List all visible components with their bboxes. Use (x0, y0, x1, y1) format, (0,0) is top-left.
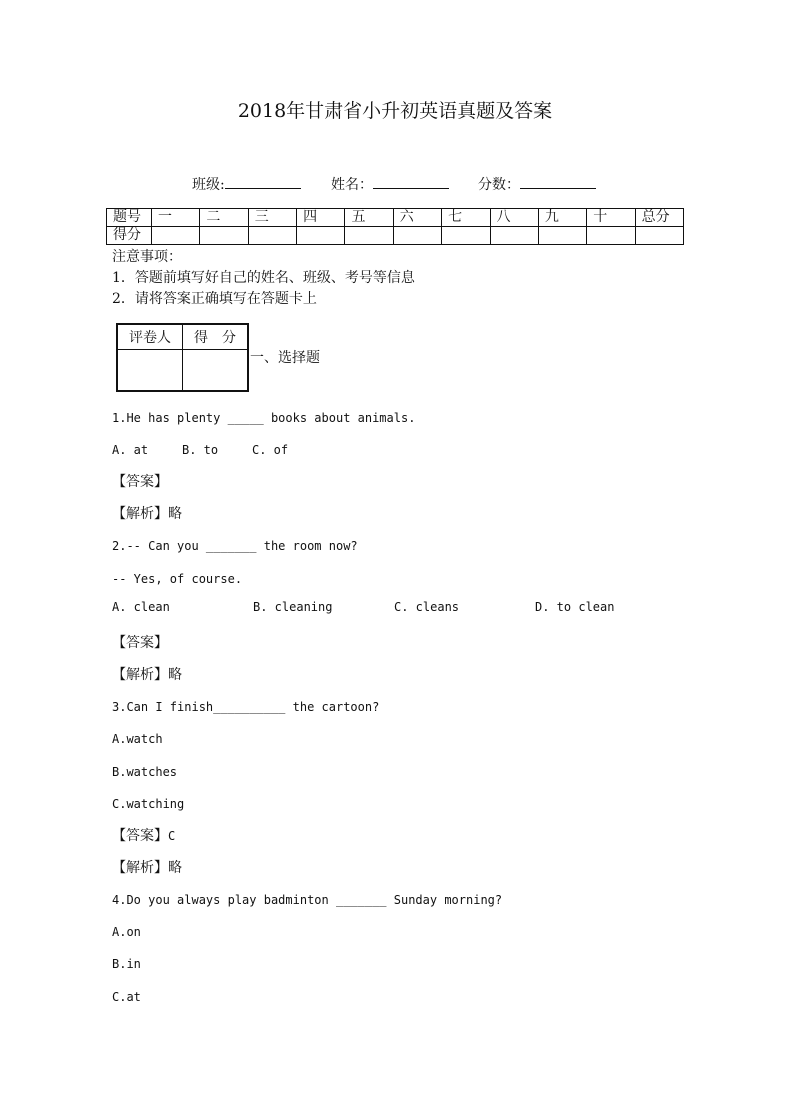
score-row-label: 得分 (107, 227, 152, 245)
notes-heading: 注意事项： (112, 249, 182, 265)
question-2-answer (112, 632, 168, 652)
question-4-option-c[interactable]: C.at (112, 990, 141, 1004)
question-3-analysis-value: 略 (168, 860, 182, 876)
question-3-option-a[interactable]: A.watch (112, 732, 163, 746)
question-1-answer-label: 【答案】 (112, 474, 168, 490)
name-label: 姓名： (331, 177, 373, 193)
question-2-analysis-value: 略 (168, 667, 182, 683)
question-2-answer-label: 【答案】 (112, 635, 168, 651)
question-3-answer-label: 【答案】 (112, 828, 168, 844)
question-1-analysis-value: 略 (168, 506, 182, 522)
question-2-option-c[interactable]: C. cleans (394, 600, 460, 614)
score-input-3[interactable] (248, 227, 296, 245)
score-table-score-row (107, 227, 684, 245)
question-2-analysis (112, 664, 182, 684)
score-label: 分数： (478, 177, 520, 193)
question-1-option-c[interactable]: C. of (252, 443, 289, 457)
score-input-8[interactable] (490, 227, 538, 245)
class-label: 班级: (192, 177, 225, 193)
question-1-option-b[interactable]: B. to (182, 443, 219, 457)
score-blank (520, 174, 596, 189)
question-3-answer-value: C (168, 829, 176, 843)
grader-table (116, 323, 249, 392)
page-title: 2018年甘肃省小升初英语真题及答案 (237, 100, 553, 122)
score-input-9[interactable] (538, 227, 586, 245)
question-3-analysis (112, 857, 182, 877)
question-3-option-c[interactable]: C.watching (112, 797, 185, 811)
class-field (192, 174, 301, 194)
question-3-answer (112, 825, 175, 845)
score-field (478, 174, 596, 194)
score-table-header-row (107, 209, 684, 227)
score-input-6[interactable] (393, 227, 441, 245)
score-input-total[interactable] (635, 227, 683, 245)
score-input-2[interactable] (200, 227, 248, 245)
score-input-4[interactable] (297, 227, 345, 245)
question-4-option-a[interactable]: A.on (112, 925, 141, 939)
section-title: 一、选择题 (250, 350, 320, 366)
score-input-10[interactable] (587, 227, 635, 245)
question-2-reply: -- Yes, of course. (112, 572, 243, 586)
score-input-1[interactable] (152, 227, 200, 245)
grader-score-label: 得 分 (183, 324, 249, 350)
class-blank (225, 174, 301, 189)
question-3-option-b[interactable]: B.watches (112, 765, 178, 779)
question-1-answer (112, 471, 168, 491)
score-cell-total: 总分 (635, 209, 683, 227)
question-1-analysis-label: 【解析】 (112, 506, 168, 522)
question-4-option-b[interactable]: B.in (112, 957, 141, 971)
grader-score-box[interactable] (183, 350, 249, 392)
grader-reviewer-box[interactable] (117, 350, 183, 392)
question-2-stem: 2.-- Can you _______ the room now? (112, 539, 358, 553)
score-cell-7: 七 (442, 209, 490, 227)
score-cell-3: 三 (248, 209, 296, 227)
score-cell-10: 十 (587, 209, 635, 227)
score-cell-2: 二 (200, 209, 248, 227)
grader-reviewer-label: 评卷人 (117, 324, 183, 350)
score-input-5[interactable] (345, 227, 393, 245)
question-4-stem: 4.Do you always play badminton _______ Sunday morning? (112, 893, 503, 907)
notes-item-1: 1．答题前填写好自己的姓名、班级、考号等信息 (112, 270, 415, 286)
question-2-option-a[interactable]: A. clean (112, 600, 170, 614)
score-cell-6: 六 (393, 209, 441, 227)
question-2-option-d[interactable]: D. to clean (535, 600, 615, 614)
question-1-analysis (112, 503, 182, 523)
question-2-option-b[interactable]: B. cleaning (253, 600, 333, 614)
score-cell-5: 五 (345, 209, 393, 227)
question-3-analysis-label: 【解析】 (112, 860, 168, 876)
question-2-analysis-label: 【解析】 (112, 667, 168, 683)
score-input-7[interactable] (442, 227, 490, 245)
name-blank (373, 174, 449, 189)
score-cell-4: 四 (297, 209, 345, 227)
name-field (331, 174, 449, 194)
score-table (106, 208, 684, 245)
notes-item-2: 2．请将答案正确填写在答题卡上 (112, 291, 317, 307)
question-3-stem: 3.Can I finish__________ the cartoon? (112, 700, 380, 714)
score-cell-label: 题号 (107, 209, 152, 227)
question-1-option-a[interactable]: A. at (112, 443, 149, 457)
score-cell-8: 八 (490, 209, 538, 227)
score-cell-1: 一 (152, 209, 200, 227)
question-1-stem: 1.He has plenty _____ books about animals. (112, 411, 416, 425)
score-cell-9: 九 (538, 209, 586, 227)
